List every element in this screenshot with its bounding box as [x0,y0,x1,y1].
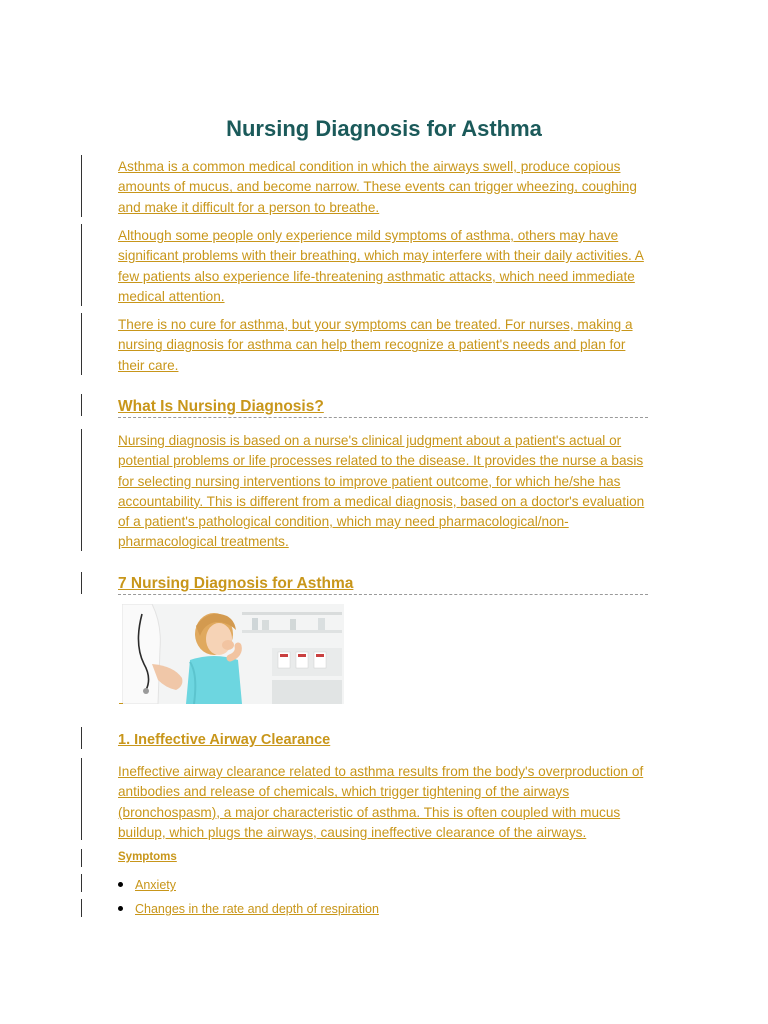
section-heading-seven[interactable] [118,574,646,594]
margin-marker [81,155,82,217]
bullet-icon [118,906,123,911]
list-item-text[interactable]: Anxiety [135,878,176,892]
section-heading-what-is[interactable] [118,397,646,417]
symptoms-list [118,873,646,921]
intro-paragraph-3[interactable] [118,315,646,376]
margin-marker [81,572,82,594]
child-coughing-photo[interactable] [122,604,344,704]
section-one-body[interactable] [118,762,646,843]
bullet-icon [118,882,123,887]
list-item[interactable] [118,897,646,921]
list-item-text[interactable]: Changes in the rate and depth of respiration [135,902,379,916]
image-link-underline [119,703,123,704]
margin-marker [81,224,82,306]
margin-marker [81,874,82,892]
margin-marker [81,758,82,840]
intro-paragraph-2[interactable] [118,226,646,307]
page-title: Nursing Diagnosis for Asthma [226,116,542,141]
paragraph-text[interactable]: There is no cure for asthma, but your symptoms can be treated. For nurses, making a nursing diagnosis for asthma can help them recognize a patient's needs and plan for their care. [118,317,633,373]
margin-marker [81,849,82,867]
section-heading-text[interactable]: What Is Nursing Diagnosis? [118,398,324,415]
section-what-body[interactable] [118,431,646,553]
dashed-rule [118,594,648,595]
section-heading-ineffective-airway[interactable] [118,730,646,750]
margin-marker [81,313,82,375]
paragraph-text[interactable]: Asthma is a common medical condition in which the airways swell, produce copious amounts of mucus, and become narrow. These events can trigger wheezing, coughing and make it difficult for a person to breathe. [118,159,637,215]
bullet-list [118,873,646,921]
margin-marker [81,727,82,749]
paragraph-text[interactable]: Ineffective airway clearance related to asthma results from the body's overproduction of antibodies and release of chemicals, which trigger tightening of the airways (bronchospasm), a major characteristic of asthma. This is often coupled with mucus buildup, which plugs the airways, causing ineffective clearance of the airways. [118,764,644,840]
intro-paragraph-1[interactable] [118,157,646,218]
dashed-rule [118,417,648,418]
section-heading-text[interactable]: 7 Nursing Diagnosis for Asthma [118,575,354,592]
paragraph-text[interactable]: Although some people only experience mild symptoms of asthma, others may have significant problems with their breathing, which may interfere with their daily activities. A few patients also experience life-threatening asthmatic attacks, which need immediate medical attention. [118,228,644,304]
margin-marker [81,394,82,416]
photo-illustration [122,604,344,704]
symptoms-label[interactable] [118,851,646,863]
margin-marker [81,429,82,551]
paragraph-text[interactable]: Nursing diagnosis is based on a nurse's clinical judgment about a patient's actual or potential problems or life processes related to the disease. It provides the nurse a basis for selecting nursing interventions to improve patient outcome, for which he/she has accountability. This is different from a medical diagnosis, based on a doctor's evaluation of a patient's pathological condition, which may need pharmacological/non-pharmacological treatments. [118,433,645,550]
list-item[interactable] [118,873,646,897]
symptoms-label-text[interactable]: Symptoms [118,851,177,863]
margin-marker [81,899,82,917]
section-heading-text[interactable]: 1. Ineffective Airway Clearance [118,732,331,748]
